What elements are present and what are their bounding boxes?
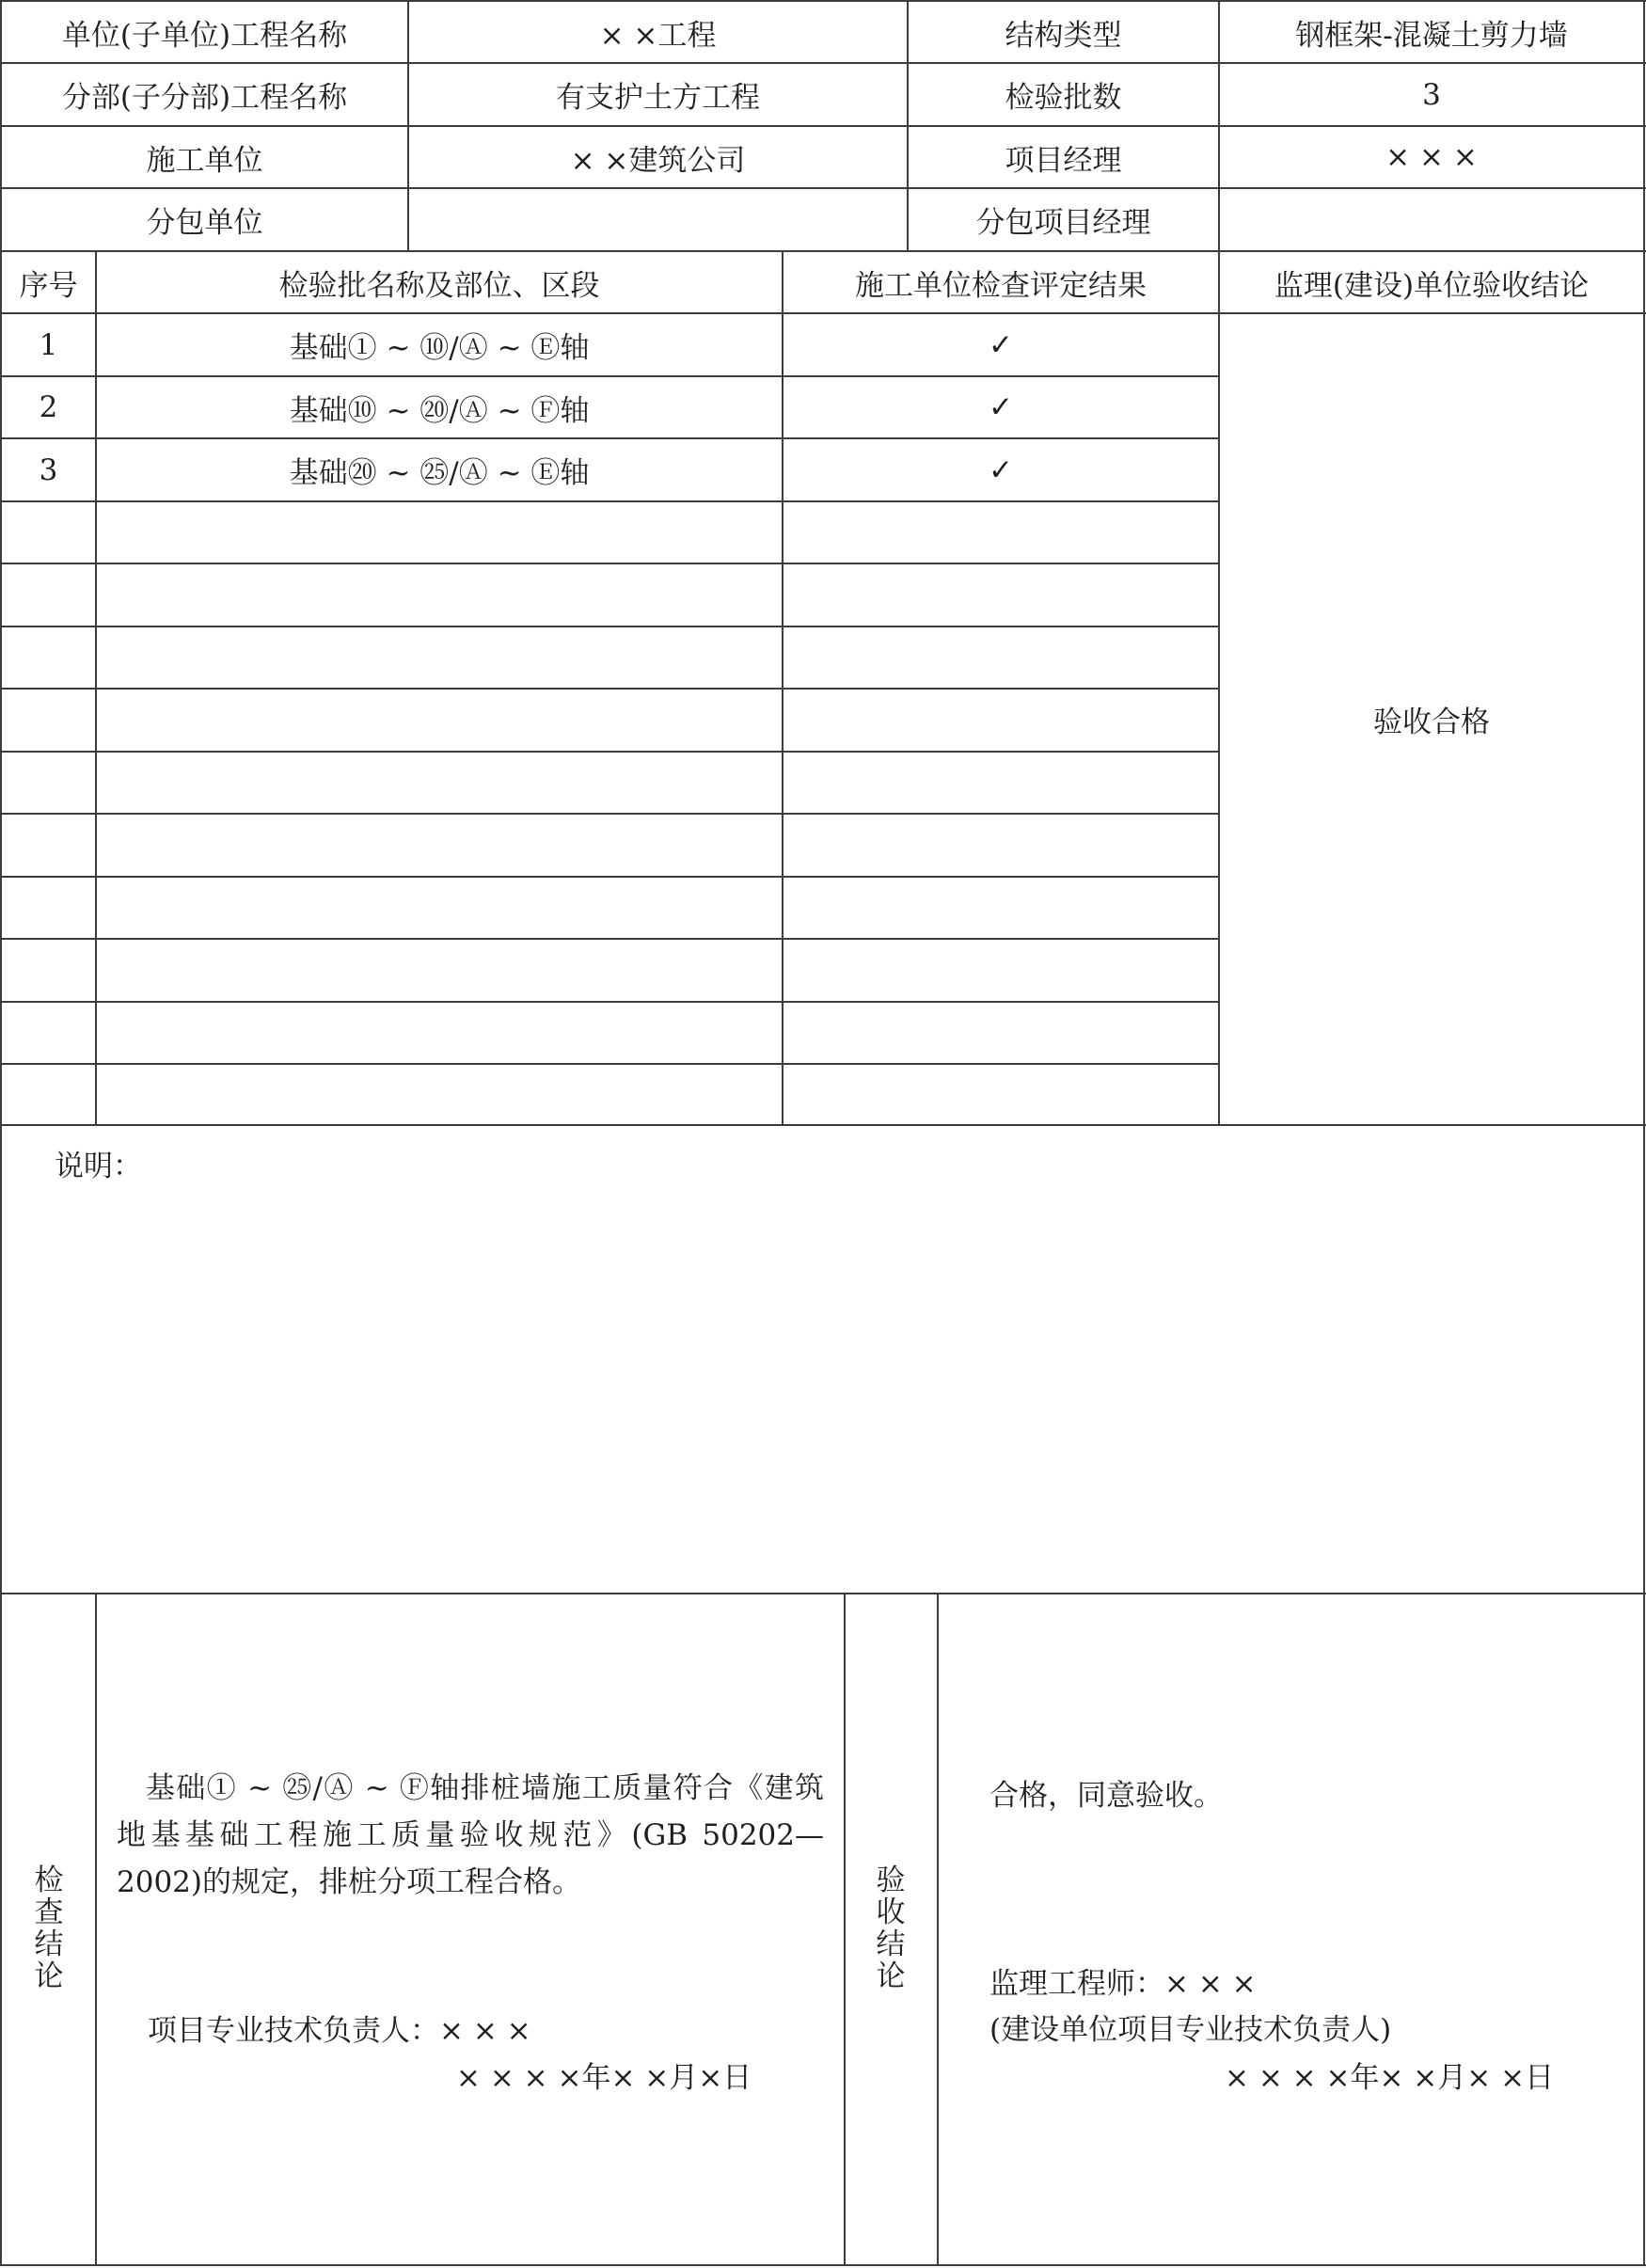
sub-project-manager-value: [1220, 189, 1643, 250]
check-conclusion-text: 基础① ~ ㉕/Ⓐ ~ Ⓕ轴排桩墙施工质量符合《建筑地基基础工程施工质量验收规范》(GB 50202—2002)的规定，排桩分项工程合格。: [117, 1771, 824, 1899]
grid-line: [0, 500, 1218, 502]
row-batch-name: 基础① ~ ⑩/Ⓐ ~ Ⓔ轴: [289, 331, 590, 365]
grid-line: [0, 938, 1218, 940]
subcontractor-label: 分包单位: [146, 206, 263, 240]
grid-line: [0, 813, 1218, 815]
row-batch-name: 基础⑳ ~ ㉕/Ⓐ ~ Ⓔ轴: [289, 456, 590, 490]
grid-line: [0, 688, 1218, 690]
check-date: × × × ×年× ×月×日: [456, 2061, 752, 2095]
grid-line: [0, 876, 1218, 878]
grid-line: [95, 1593, 97, 2264]
label-char: 论: [34, 1959, 64, 1993]
grid-line: [0, 1001, 1218, 1003]
border-bottom: [0, 2264, 1646, 2266]
batch-count-label: 检验批数: [1005, 81, 1122, 115]
row-batch-name: 基础⑩ ~ ⑳/Ⓐ ~ Ⓕ轴: [289, 393, 590, 428]
batch-count-value: 3: [1422, 77, 1441, 112]
contractor-label: 施工单位: [146, 143, 263, 178]
seq-header: 序号: [19, 268, 78, 303]
grid-line: [937, 1593, 939, 2264]
project-name-label: 单位(子单位)工程名称: [61, 18, 348, 53]
check-result-header: 施工单位检查评定结果: [855, 268, 1147, 303]
border-right: [1643, 0, 1645, 2266]
acceptance-result: 验收合格: [1373, 706, 1490, 739]
acceptance-conclusion-text: 合格，同意验收。: [989, 1779, 1223, 1813]
label-char: 论: [876, 1959, 906, 1993]
acceptance-conclusion-label: [872, 1864, 910, 1992]
row-seq: 1: [39, 327, 58, 362]
row-seq: 3: [39, 452, 58, 487]
row-check-mark: ✓: [989, 390, 1013, 424]
row-check-mark: ✓: [989, 452, 1013, 487]
acceptance-header: 监理(建设)单位验收结论: [1274, 268, 1590, 303]
contractor-value: × ×建筑公司: [570, 143, 746, 178]
subdivision-name-value: 有支护土方工程: [556, 81, 760, 115]
subcontractor-value: [409, 189, 907, 250]
sub-project-manager-label: 分包项目经理: [975, 206, 1151, 240]
subdivision-name-label: 分部(子分部)工程名称: [61, 81, 348, 115]
label-char: 结: [34, 1927, 64, 1961]
grid-line: [0, 1593, 1646, 1594]
structure-type-value: 钢框架-混凝土剪力墙: [1295, 18, 1568, 53]
check-conclusion-label: [30, 1864, 68, 1992]
label-char: 查: [34, 1895, 64, 1929]
batch-name-header: 检验批名称及部位、区段: [278, 268, 600, 303]
grid-line: [0, 1124, 1646, 1126]
project-name-value: × ×工程: [599, 18, 717, 53]
project-manager-value: × × ×: [1385, 140, 1478, 174]
label-char: 验: [876, 1864, 906, 1897]
grid-line: [0, 563, 1218, 564]
row-check-mark: ✓: [989, 327, 1013, 362]
structure-type-label: 结构类型: [1005, 18, 1122, 53]
label-char: 收: [876, 1895, 906, 1929]
supervisor-date: × × × ×年× ×月× ×日: [1225, 2061, 1555, 2095]
grid-line: [844, 1593, 846, 2264]
supervisor-signer-note: (建设单位项目专业技术负责人): [989, 2013, 1392, 2047]
check-signer: 项目专业技术负责人：× × ×: [148, 2014, 531, 2048]
supervisor-signer: 监理工程师：× × ×: [989, 1967, 1257, 2001]
grid-line: [0, 1063, 1218, 1065]
grid-line: [0, 751, 1218, 753]
row-seq: 2: [39, 390, 58, 424]
grid-line: [0, 626, 1218, 627]
label-char: 检: [34, 1864, 64, 1897]
label-char: 结: [876, 1927, 906, 1961]
remarks-label: 说明：: [55, 1150, 142, 1183]
project-manager-label: 项目经理: [1005, 143, 1122, 178]
